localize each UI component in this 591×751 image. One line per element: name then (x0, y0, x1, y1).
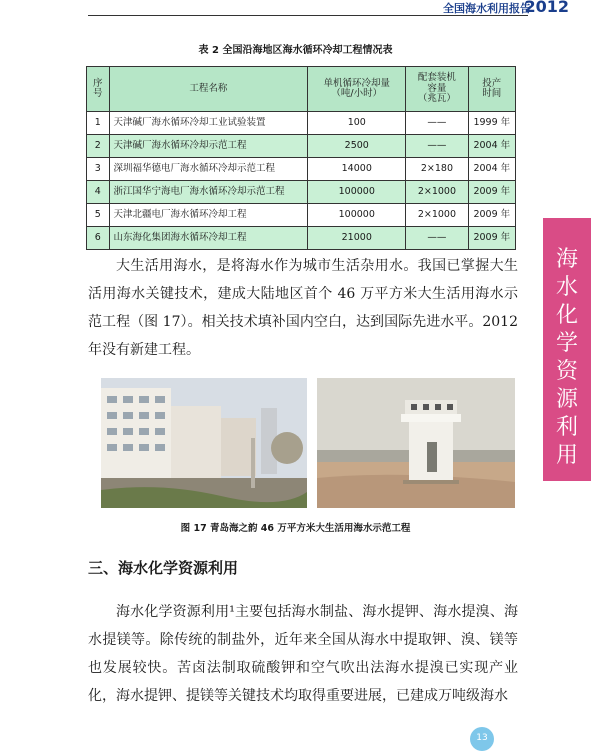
page-number-badge: 13 (470, 727, 494, 751)
running-header-title: 全国海水利用报告 (443, 2, 531, 15)
cell-flow: 100000 (308, 204, 406, 227)
header-name: 工程名称 (109, 67, 308, 112)
cell-seq: 2 (87, 135, 110, 158)
body-paragraph: 海水化学资源利用¹主要包括海水制盐、海水提钾、海水提溴、海水提镁等。除传统的制盐外，近年来全国从海水中提取钾、溴、镁等也发展较快。苦卤法制取硫酸钾和空气吹出法海水提溴已实现产业化，海水提钾、提镁等关键技术均取得重要进展，已建成万吨级海水 (88, 604, 518, 704)
cell-seq: 5 (87, 204, 110, 227)
cell-flow: 21000 (308, 227, 406, 250)
residential-buildings-photo (101, 378, 307, 508)
header-power: 配套装机 容量 （兆瓦） (406, 67, 468, 112)
cell-flow: 2500 (308, 135, 406, 158)
cell-year: 2009 年 (468, 227, 515, 250)
side-tab-label: 海 水 化 学 资 源 利 用 (555, 247, 578, 468)
cell-name: 浙江国华宁海电厂海水循环冷却示范工程 (109, 181, 308, 204)
cell-power: —— (406, 135, 468, 158)
cell-power: 2×1000 (406, 204, 468, 227)
cell-power: 2×1000 (406, 181, 468, 204)
section-side-tab (543, 218, 591, 481)
cell-power: 2×180 (406, 158, 468, 181)
table-row (87, 181, 516, 204)
cell-name: 山东海化集团海水循环冷却工程 (109, 227, 308, 250)
table-row (87, 158, 516, 181)
cell-year: 2009 年 (468, 204, 515, 227)
table-row (87, 135, 516, 158)
body-paragraph: 大生活用海水，是将海水作为城市生活杂用水。我国已掌握大生活用海水关键技术，建成大陆地区首个 46 万平方米大生活用海水示范工程（图 17）。相关技术填补国内空白，达到国际先进水平。2012 年没有新建工程。 (88, 258, 518, 358)
cell-seq: 3 (87, 158, 110, 181)
header-year: 投产 时间 (468, 67, 515, 112)
cell-year: 2004 年 (468, 158, 515, 181)
table-row (87, 112, 516, 135)
header-flow: 单机循环冷却量 （吨/小时） (308, 67, 406, 112)
cell-year: 2004 年 (468, 135, 515, 158)
cell-power: —— (406, 227, 468, 250)
seawater-tower-photo (317, 378, 515, 508)
cooling-projects-table (86, 66, 516, 250)
cell-seq: 1 (87, 112, 110, 135)
cell-name: 天津碱厂海水循环冷却示范工程 (109, 135, 308, 158)
header-seq: 序 号 (87, 67, 110, 112)
table-row (87, 204, 516, 227)
cell-flow: 100 (308, 112, 406, 135)
cell-name: 深圳福华德电厂海水循环冷却示范工程 (109, 158, 308, 181)
figure-caption: 图 17 青岛海之韵 46 万平方米大生活用海水示范工程 (180, 523, 411, 534)
cell-flow: 100000 (308, 181, 406, 204)
table-header-row (87, 67, 516, 112)
cell-year: 1999 年 (468, 112, 515, 135)
running-header-year: 2012 (524, 0, 569, 16)
section-heading: 三、海水化学资源利用 (88, 559, 239, 577)
cell-name: 天津碱厂海水循环冷却工业试验装置 (109, 112, 308, 135)
cell-seq: 4 (87, 181, 110, 204)
table-row (87, 227, 516, 250)
cell-seq: 6 (87, 227, 110, 250)
cell-year: 2009 年 (468, 181, 515, 204)
cell-power: —— (406, 112, 468, 135)
table-caption: 表 2 全国沿海地区海水循环冷却工程情况表 (198, 45, 393, 56)
cell-flow: 14000 (308, 158, 406, 181)
cell-name: 天津北疆电厂海水循环冷却工程 (109, 204, 308, 227)
